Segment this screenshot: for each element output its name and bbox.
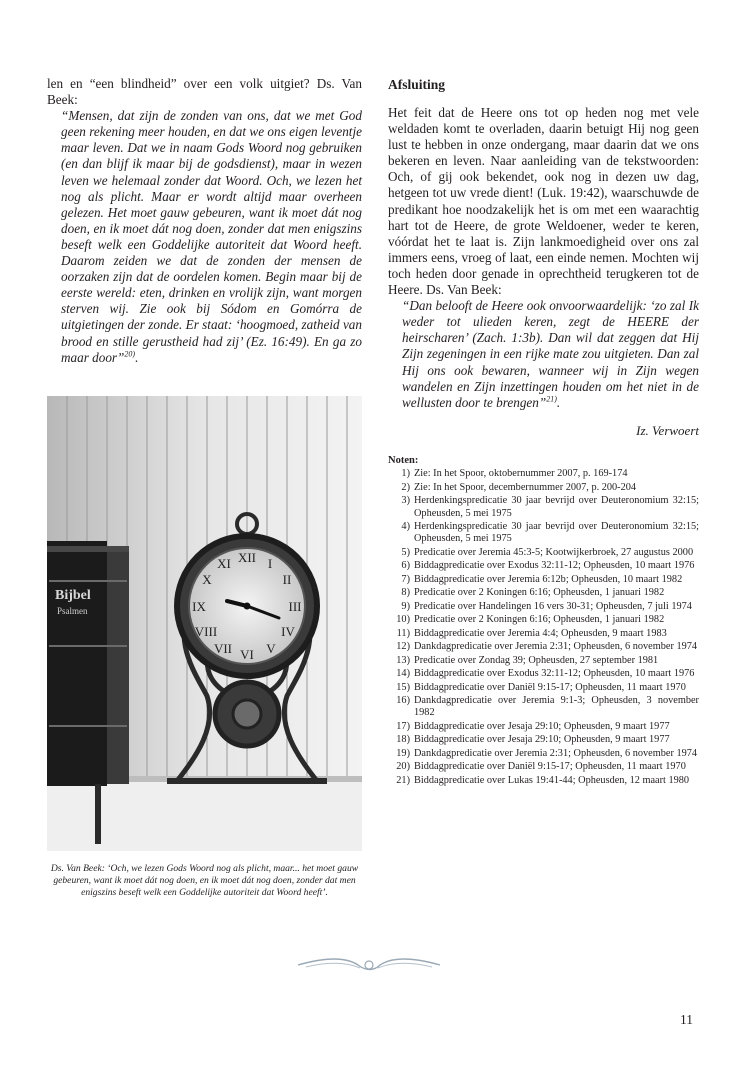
note-number: 10) (396, 614, 410, 626)
svg-text:I: I (267, 556, 273, 571)
svg-text:II: II (282, 572, 292, 587)
note-text: Biddagpredicatie over Exodus 32:11-12; Opheusden, 10 maart 1976 (414, 668, 695, 680)
note-number: 20) (396, 761, 410, 773)
note-number: 11) (396, 627, 410, 639)
note-text: Biddagpredicatie over Lukas 19:41-44; Opheusden, 12 maart 1980 (414, 774, 690, 786)
left-quote: “Mensen, dat zijn de zonden van ons, dat we met God geen rekening meer houden, en dat we ons eigen leventje maar leven. Dat we in naam Gods Woord nog gebruiken (en dan blijf ik maar bij de godsdienst), maar in wezen leven we helemaal zonder dat Woord. Och, we lezen het nog als plicht. Maar er wordt altijd maar overheen gelezen. Het moet gauw gebeuren, want ik moet dát nog doen, en ik moet dát nog doen, zonder dat men enigszins beseft welk een Goddelijke autoriteit dat Woord heeft. Daarom zeiden we dat de zonden der mensen de oorzaken zijn dat de oordelen komen. Begin maar bij de eerste wereld: eten, drinken en vrolijk zijn, want morgen sterven wij. Zie ook bij Sódom en Gomórra de uitgietingen der zonde. Er staat: ‘hoogmoed, zatheid van brood en stille gerustheid had zij’ (Ez. 16:49). En ga zo maar door”$^{20)}$. (61, 108, 362, 365)
note-text: Predicatie over 2 Koningen 6:16; Opheusden, 1 januari 1982 (414, 614, 665, 626)
note-item (388, 721, 699, 733)
right-quote: “Dan belooft de Heere ook onvoorwaardelijk: ‘zo zal Ik weder tot ulieden keren, zegt de HEERE der heirscharen’ (Zach. 1:3b). Dan wil dat zeggen dat Hij Zijn zegeningen in een rijke mate zou uitgieten. Dan zal Hij ons ook bewaren, wanneer wij in Zijn wegen wandelen en Zijn inzettingen houden om het niet in de wellusten door te brengen”$^{21)}$. (402, 298, 699, 410)
note-text: Zie: In het Spoor, decembernummer 2007, p. 200-204 (414, 481, 637, 493)
photo-bible-and-clock (47, 396, 362, 851)
note-number: 16) (396, 695, 410, 707)
notes-title: Noten: (388, 455, 419, 466)
bible-spine-subtitle: Psalmen (57, 606, 88, 616)
note-item (388, 601, 699, 613)
bible-spine-title: Bijbel (55, 588, 91, 603)
note-number: 17) (396, 720, 410, 732)
note-text: Predicatie over 2 Koningen 6:16; Opheusden, 1 januari 1982 (414, 587, 665, 599)
note-text: Biddagpredicatie over Daniël 9:15-17; Opheusden, 11 maart 1970 (414, 681, 686, 693)
svg-text:IX: IX (192, 599, 206, 614)
note-text: Biddagpredicatie over Daniël 9:15-17; Opheusden, 11 maart 1970 (414, 761, 686, 773)
left-quote-text: “Mensen, dat zijn de zonden van ons, dat we met God geen rekening meer houden, en dat we ons eigen leventje maar leven. Dat we in naam Gods Woord nog gebruiken (en dan blijf ik maar bij de godsdienst), maar in wezen leven we helemaal zonder dat Woord. Och, we lezen het nog als plicht. Maar er wordt altijd maar overheen gelezen. Het moet gauw gebeuren, want ik moet dát nog doen, en ik moet dát nog doen, zonder dat men enigszins beseft welk een Goddelijke autoriteit dat Woord heeft. Daarom zeiden we dat de zonden der mensen de oorzaken zijn dat de oordelen komen. Begin maar bij de eerste wereld: eten, drinken en vrolijk zijn, want morgen sterven wij. Zie ook bij Sódom en Gomórra de uitgietingen der zonde. Er staat: ‘hoogmoed, zatheid van brood en stille gerustheid had zij’ (Ez. 16:49). En ga zo maar door” (61, 108, 362, 365)
note-item (388, 775, 699, 787)
note-number: 18) (396, 734, 410, 746)
decorative-ornament (296, 953, 442, 975)
note-item (388, 614, 699, 626)
note-text: Herdenkingspredicatie 30 jaar bevrijd over Deuteronomium 32:15; Opheusden, 5 mei 1975 (414, 521, 699, 545)
note-text: Dankdagpredicatie over Jeremia 2:31; Opheusden, 6 november 1974 (414, 641, 698, 653)
note-item (388, 748, 699, 760)
note-item (388, 560, 699, 572)
author-signature: Iz. Verwoert (636, 422, 699, 438)
left-quote-footnote-ref: 20) (124, 349, 136, 359)
right-column (388, 76, 699, 439)
photo-illustration (47, 396, 362, 851)
note-number: 14) (396, 668, 410, 680)
note-item (388, 482, 699, 494)
svg-text:XI: XI (217, 556, 231, 571)
svg-text:X: X (202, 572, 212, 587)
note-item (388, 682, 699, 694)
page-number: 11 (680, 1012, 693, 1027)
note-item (388, 547, 699, 559)
left-column (47, 76, 362, 366)
note-number: 19) (396, 747, 410, 759)
note-item (388, 695, 699, 720)
note-number: 4) (401, 521, 410, 533)
note-number: 7) (401, 573, 410, 585)
note-number: 15) (396, 681, 410, 693)
note-text: Biddagpredicatie over Jeremia 4:4; Opheusden, 9 maart 1983 (414, 627, 667, 639)
note-text: Predicatie over Handelingen 16 vers 30-31; Opheusden, 7 juli 1974 (414, 600, 692, 612)
svg-text:III: III (288, 599, 302, 614)
notes-list (388, 468, 699, 787)
note-item (388, 761, 699, 773)
note-number: 6) (401, 560, 410, 572)
note-number: 8) (401, 587, 410, 599)
note-number: 9) (401, 600, 410, 612)
photo-caption: Ds. Van Beek: ‘Och, we lezen Gods Woord nog als plicht, maar... het moet gauw gebeuren, want ik moet dát nog doen, en ik moet dát nog doen, zonder dat men enigszins beseft welk een Goddelijke autoriteit dat Woord heeft’. (50, 863, 359, 899)
conclusion-paragraph: Het feit dat de Heere ons tot op heden nog met vele weldaden komt te overladen, daarin betuigt Hij nog geen lust te hebben in onze ondergang, maar daarin dat we ons bekeren en leven. Naar aanleiding van de tekstwoorden: Och, of gij ook bekendet, ook nog in dezen uw dag, hetgeen tot uw vrede dient! (Luk. 19:42), waarschuwde de predikant hoe noodzakelijk het is om met een waarachtig hart tot de Heere, de grote Weldoener, weder te keren, vóórdat het te laat is. Zijn lankmoedigheid over ons zal immers eens, vroeg of laat, een einde nemen. Mochten wij toch heden door genade in oprechtheid terugkeren tot de Heere. Ds. Van Beek: (388, 105, 699, 298)
note-item (388, 574, 699, 586)
note-item (388, 468, 699, 480)
note-text: Herdenkingspredicatie 30 jaar bevrijd over Deuteronomium 32:15; Opheusden, 5 mei 1975 (414, 495, 699, 519)
note-number: 21) (396, 774, 410, 786)
note-number: 1) (401, 468, 410, 480)
note-text: Zie: In het Spoor, oktobernummer 2007, p. 169-174 (414, 468, 628, 480)
note-item (388, 734, 699, 746)
note-item (388, 655, 699, 667)
note-number: 3) (401, 495, 410, 507)
svg-text:VI: VI (240, 647, 254, 662)
note-text: Biddagpredicatie over Jeremia 6:12b; Opheusden, 10 maart 1982 (414, 573, 683, 585)
note-item (388, 521, 699, 546)
note-text: Biddagpredicatie over Jesaja 29:10; Opheusden, 9 maart 1977 (414, 734, 670, 746)
note-number: 2) (401, 481, 410, 493)
section-heading: Afsluiting (388, 77, 446, 92)
note-item (388, 641, 699, 653)
note-item (388, 668, 699, 680)
note-text: Predicatie over Jeremia 45:3-5; Kootwijkerbroek, 27 augustus 2000 (414, 546, 694, 558)
note-text: Predicatie over Zondag 39; Opheusden, 27 september 1981 (414, 654, 659, 666)
footnotes (388, 455, 699, 788)
svg-text:V: V (266, 641, 276, 656)
note-item (388, 495, 699, 520)
note-item (388, 628, 699, 640)
right-quote-footnote-ref: 21) (546, 394, 557, 404)
intro-text: len en “een blindheid” over een volk uitgiet? Ds. Van Beek: (47, 76, 362, 108)
note-item (388, 587, 699, 599)
note-text: Dankdagpredicatie over Jeremia 2:31; Opheusden, 6 november 1974 (414, 747, 698, 759)
note-text: Biddagpredicatie over Exodus 32:11-12; Opheusden, 10 maart 1976 (414, 560, 695, 572)
right-quote-text: “Dan belooft de Heere ook onvoorwaardelijk: ‘zo zal Ik weder tot ulieden keren, zegt de HEERE der heirscharen’ (Zach. 1:3b). Dan wil dat zeggen dat Hij Zijn zegeningen in een rijke mate zou uitgieten. Dan zal Hij ons ook bewaren, wanneer wij in Zijn wegen wandelen en Zijn inzettingen houden om het niet in de wellusten door te brengen” (402, 298, 699, 410)
svg-text:VII: VII (213, 641, 233, 656)
note-number: 13) (396, 654, 410, 666)
note-number: 12) (396, 641, 410, 653)
note-text: Biddagpredicatie over Jesaja 29:10; Opheusden, 9 maart 1977 (414, 720, 670, 732)
note-number: 5) (401, 546, 410, 558)
note-text: Dankdagpredicatie over Jeremia 9:1-3; Opheusden, 3 november 1982 (414, 695, 699, 719)
svg-text:XII: XII (237, 550, 257, 565)
svg-text:IV: IV (281, 624, 295, 639)
svg-text:VIII: VIII (194, 624, 218, 639)
